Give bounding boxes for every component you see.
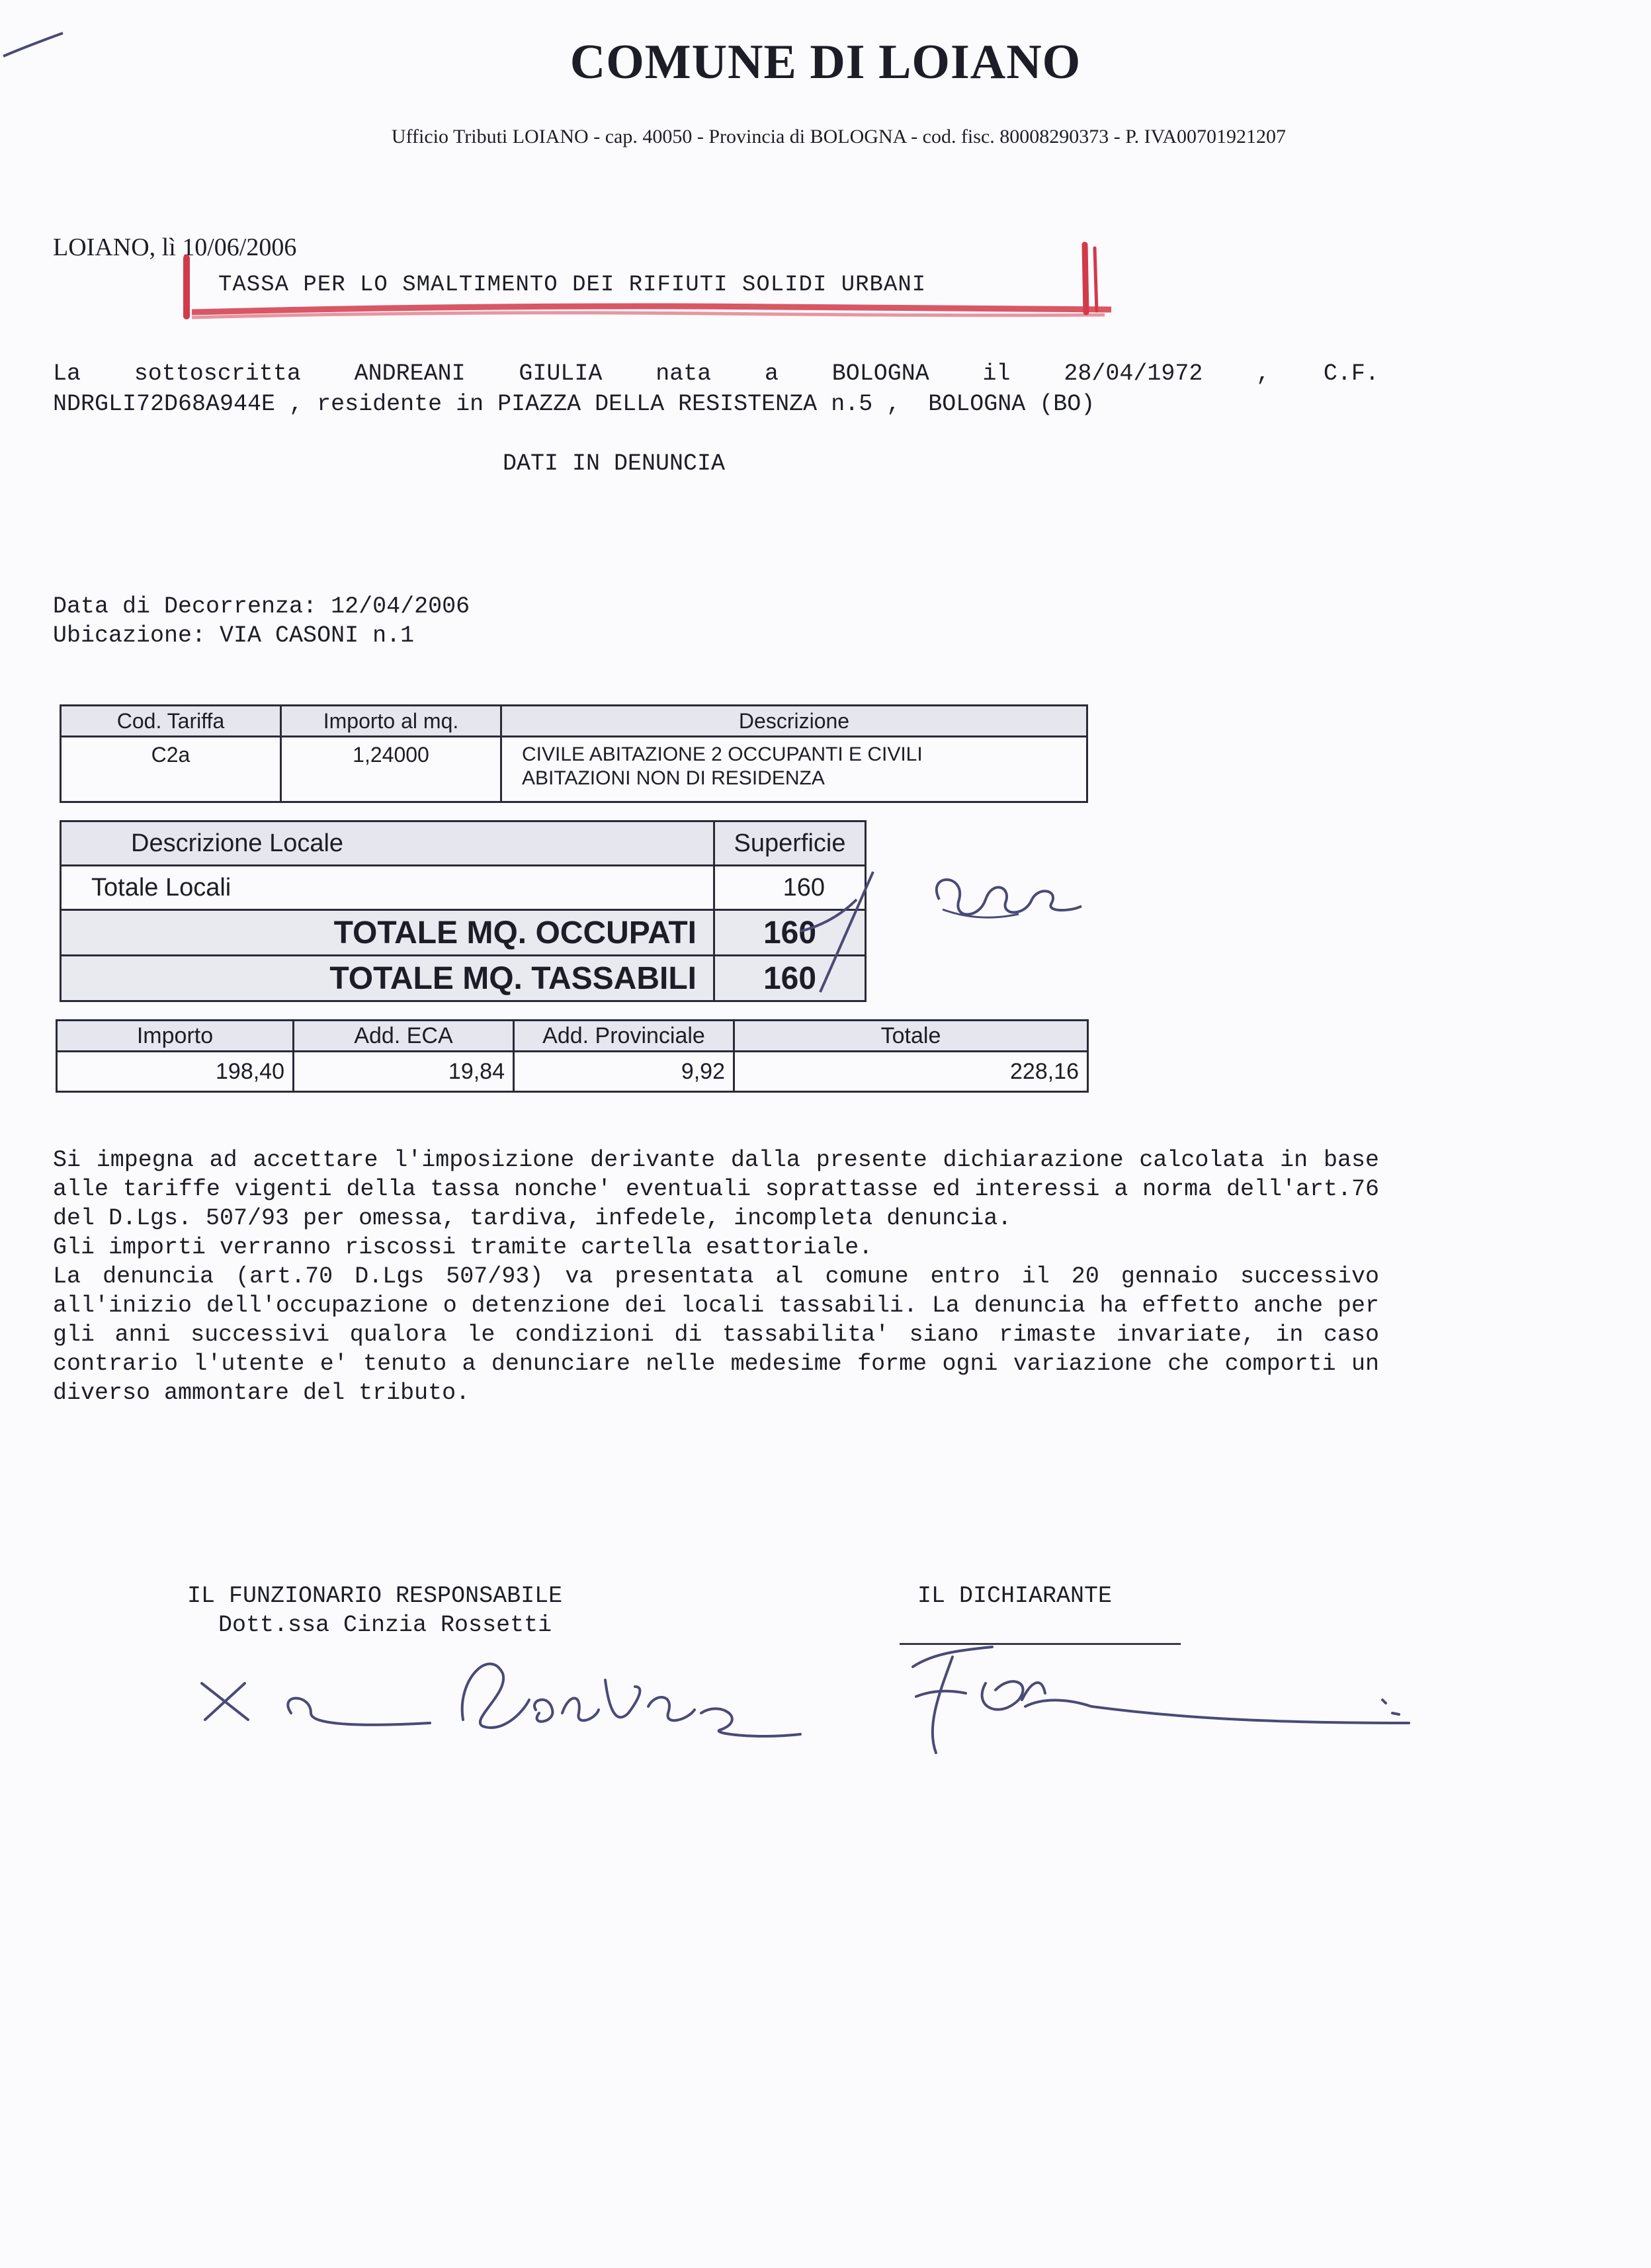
cell-importo-mq: 1,24000 <box>281 737 501 802</box>
word: C.F. <box>1323 360 1379 387</box>
office-subtitle: Ufficio Tributi LOIANO - cap. 40050 - Provincia di BOLOGNA - cod. fisc. 80008290373 - P. IVA00701921207 <box>391 126 1287 147</box>
word: La <box>53 360 81 387</box>
word: , <box>1256 360 1271 387</box>
section-heading: DATI IN DENUNCIA <box>503 450 726 477</box>
word: BOLOGNA <box>831 360 929 387</box>
word: sottoscritta <box>134 360 301 387</box>
place-date: LOIANO, lì 10/06/2006 <box>53 233 297 261</box>
cell-cod-tariffa: C2a <box>61 737 281 802</box>
declarant-line-2: NDRGLI72D68A944E , residente in PIAZZA DELLA RESISTENZA n.5 , BOLOGNA (BO) <box>53 391 1095 417</box>
cell-totale: 228,16 <box>734 1052 1088 1092</box>
word: GIULIA <box>519 360 603 387</box>
cell-label: TOTALE MQ. OCCUPATI <box>61 910 714 956</box>
decorrenza-date: Data di Decorrenza: 12/04/2006 <box>53 593 470 620</box>
cell-label: TOTALE MQ. TASSABILI <box>61 956 714 1001</box>
cell-importo: 198,40 <box>57 1052 294 1092</box>
cell-value: 160 <box>714 956 866 1001</box>
cell-add-provinciale: 9,92 <box>514 1052 734 1092</box>
cell-add-eca: 19,84 <box>294 1052 514 1092</box>
cell-value: 160 <box>714 866 866 910</box>
header-add-provinciale: Add. Provinciale <box>514 1021 734 1052</box>
header-totale: Totale <box>734 1021 1088 1052</box>
header-descrizione: Descrizione <box>501 706 1087 737</box>
header-add-eca: Add. ECA <box>294 1021 514 1052</box>
header-importo: Importo <box>57 1021 294 1052</box>
header-importo-mq: Importo al mq. <box>281 706 501 737</box>
cell-label: Totale Locali <box>61 866 714 910</box>
tax-heading: TASSA PER LO SMALTIMENTO DEI RIFIUTI SOLIDI URBANI <box>218 273 927 298</box>
word: nata <box>656 360 712 387</box>
paragraph: La denuncia (art.70 D.Lgs 507/93) va presentata al comune entro il 20 gennaio successivo all'inizio dell'occupazione o detenzione dei locali tassabili. La denuncia ha effetto anche per gli anni successivi qualora le condizioni di tassabilita' siano rimaste invariate, in caso contrario l'utente e' tenuto a denunciare nelle medesime forme ogni variazione che comporti un diverso ammontare del tributo. <box>53 1263 1379 1406</box>
word: a <box>764 360 779 387</box>
signature-left-title: IL FUNZIONARIO RESPONSABILE <box>187 1583 563 1609</box>
cell-value: 160 <box>714 910 866 956</box>
header-cod-tariffa: Cod. Tariffa <box>61 706 281 737</box>
header-descrizione-locale: Descrizione Locale <box>61 821 714 866</box>
descrizione-line-2: ABITAZIONI NON DI RESIDENZA <box>522 767 825 789</box>
page-title: COMUNE DI LOIANO <box>570 35 1081 89</box>
word: ANDREANI <box>354 360 466 387</box>
paragraph: Si impegna ad accettare l'imposizione derivante dalla presente dichiarazione calcolata in base alle tariffe vigenti della tassa nonche' eventuali soprattasse ed interessi a norma dell'art.76 del D.Lgs. 507/93 per omessa, tardiva, infedele, incompleta denuncia. <box>53 1147 1379 1232</box>
header-superficie: Superficie <box>714 821 866 866</box>
word: 28/04/1972 <box>1064 360 1203 387</box>
word: il <box>982 360 1011 387</box>
ubicazione-address: Ubicazione: VIA CASONI n.1 <box>53 622 415 649</box>
descrizione-line-1: CIVILE ABITAZIONE 2 OCCUPANTI E CIVILI <box>522 743 923 765</box>
signature-left-name: Dott.ssa Cinzia Rossetti <box>218 1612 552 1638</box>
signature-right-title: IL DICHIARANTE <box>917 1583 1113 1609</box>
paragraph: Gli importi verranno riscossi tramite cartella esattoriale. <box>53 1234 873 1261</box>
